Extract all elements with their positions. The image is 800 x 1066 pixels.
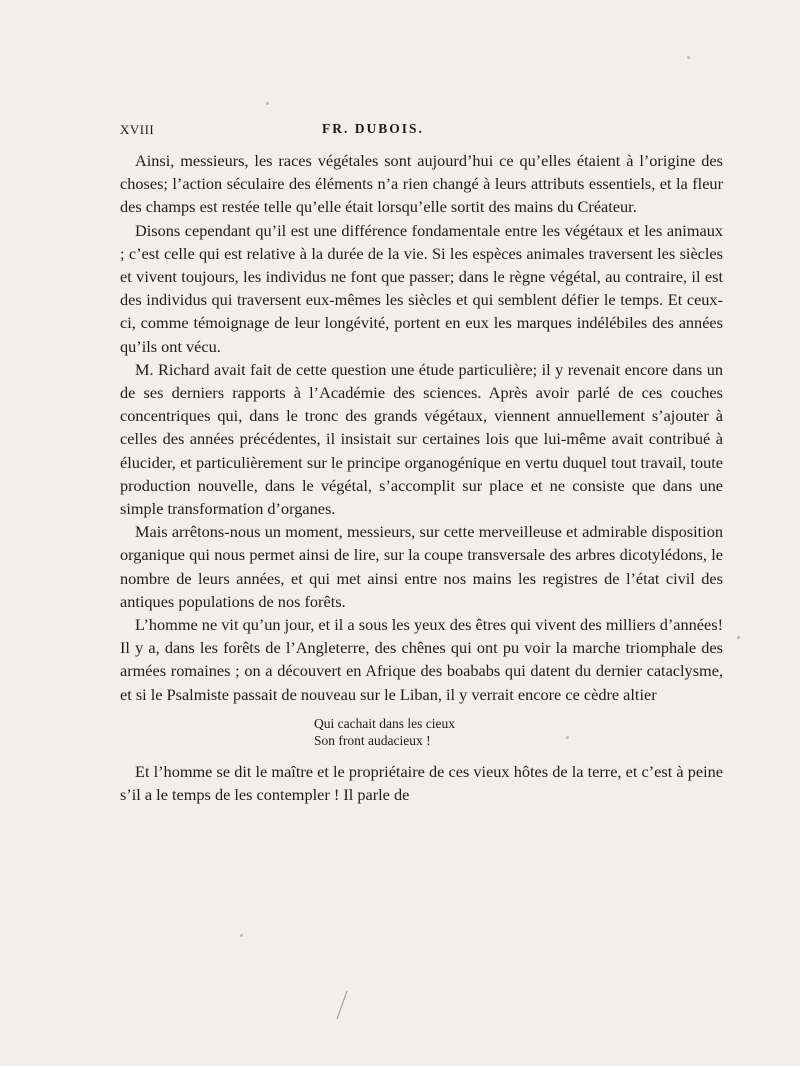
body-text (120, 149, 723, 806)
paragraph-1: Ainsi, messieurs, les races végétales sont aujourd’hui ce qu’elles étaient à l’origine des choses; l’action séculaire des éléments n’a rien changé à leurs attributs essentiels, et la fleur des champs est restée telle qu’elle était lorsqu’elle sortit des mains du Créateur. (120, 151, 723, 217)
paper-speck (737, 636, 740, 639)
verse-line-2: Son front audacieux ! (314, 732, 431, 748)
paper-speck (566, 736, 569, 739)
paper-speck (687, 56, 690, 59)
verse-quotation (120, 715, 723, 749)
pencil-mark (335, 990, 349, 1020)
paragraph-4: Mais arrêtons-nous un moment, messieurs, sur cette merveilleuse et admirable disposition organique qui nous permet ainsi de lire, sur la coupe transversale des arbres dicotylédons, le nombre de leurs années, et qui met ainsi entre nos mains les registres de l’état civil des antiques populations de nos forêts. (120, 522, 723, 611)
verse-line-1: Qui cachait dans les cieux (314, 715, 455, 731)
paper-speck (240, 934, 243, 937)
running-head: FR. DUBOIS. (322, 121, 424, 136)
closing-paragraph: Et l’homme se dit le maître et le propriétaire de ces vieux hôtes de la terre, et c’est à peine s’il a le temps de les contempler ! Il parle de (120, 761, 723, 805)
page-number: XVIII (120, 122, 155, 137)
paragraph-5: L’homme ne vit qu’un jour, et il a sous les yeux des êtres qui vivent des milliers d’années! Il y a, dans les forêts de l’Angleterre, des chênes qui ont pu voir la marche triomphale des armées romaines ; on a découvert en Afrique des boababs qui datent du dernier cataclysme, et si le Psalmiste passait de nouveau sur le Liban, il y verrait encore ce cèdre altier (120, 615, 723, 704)
paragraph-2: Disons cependant qu’il est une différence fondamentale entre les végétaux et les animaux ; c’est celle qui est relative à la durée de la vie. Si les espèces animales traversent les siècles et vivent toujours, les individus ne font que passer; dans le règne végétal, au contraire, il est des individus qui traversent eux-mêmes les siècles et qui semblent défier le temps. Et ceux-ci, comme témoignage de leur longévité, portent en eux les marques indélébiles des années qu’ils ont vécu. (120, 220, 723, 356)
page-header (120, 122, 722, 144)
paragraph-3: M. Richard avait fait de cette question une étude particulière; il y revenait encore dans un de ses derniers rapports à l’Académie des sciences. Après avoir parlé de ces couches concentriques qui, dans le tronc des grands végétaux, viennent annuellement s’ajouter à celles des années précédentes, il insistait sur certaines lois que lui-même avait contribué à élucider, et particulièrement sur le principe organogénique en vertu duquel tout travail, toute production nouvelle, dans le végétal, s’accomplit sur place et ne consiste que dans une simple transformation d’organes. (120, 359, 723, 519)
paper-speck (266, 102, 269, 105)
